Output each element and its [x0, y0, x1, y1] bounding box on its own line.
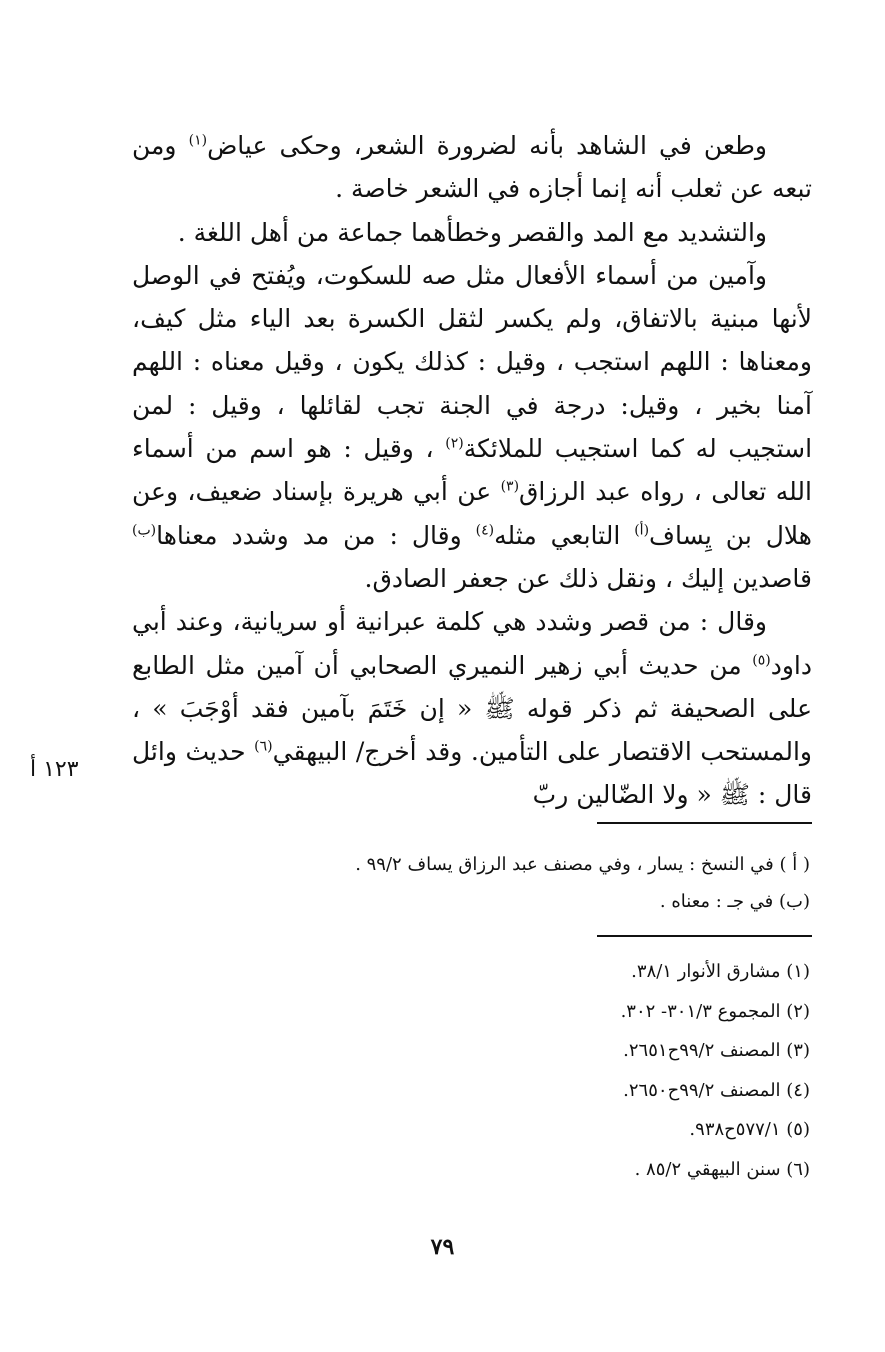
text-segment: وطعن في الشاهد بأنه لضرورة الشعر، وحكى عياض [207, 131, 767, 160]
variant-note: (ب) في جـ : معناه . [659, 891, 810, 912]
margin-folio-note: ١٢٣ أ [30, 757, 79, 782]
footnote: (٣) المصنف ٩٩/٢ح٢٦٥١. [623, 1040, 810, 1061]
text-segment: والتشديد مع المد والقصر وخطأهما جماعة من أهل اللغة . [177, 217, 767, 247]
footnote: (٤) المصنف ٩٩/٢ح٢٦٥٠. [623, 1079, 810, 1101]
text-segment: عن أبي هريرة بإسناد ضعيف، وعن هلال بن يِساف [132, 477, 812, 550]
footnotes [190, 952, 810, 1189]
text-segment: وقال : من مد وشدد معناها [156, 520, 476, 550]
footnote: (٥) ٥٧٧/١ح٩٣٨. [689, 1119, 810, 1140]
footnotes-separator [597, 935, 812, 937]
footnote-marker: (١) [188, 132, 208, 149]
footnote-marker: (أ) [634, 522, 650, 539]
footnote: (٦) سنن البيهقي ٨٥/٢ . [634, 1158, 810, 1180]
text-segment: قاصدين إليك ، ونقل ذلك عن جعفر الصادق. [364, 563, 812, 593]
footnote: (٢) المجموع ٣٠١/٣- ٣٠٢. [620, 1000, 810, 1022]
page-number: ٧٩ [430, 1234, 455, 1260]
footnote-marker: (٤) [475, 522, 495, 539]
text-segment: التابعي مثله [494, 520, 635, 550]
paragraph [132, 254, 812, 600]
footnote-marker: (٦) [254, 738, 273, 755]
footnote-marker: (٥) [752, 652, 771, 669]
footnote: (١) مشارق الأنوار ٣٨/١. [631, 961, 810, 982]
text-segment: ومن تبعه عن ثعلب أنه إنما أجازه في الشعر خاصة . [132, 131, 812, 204]
text-segment: وقال : من قصر وشدد هي كلمة عبرانية أو سريانية، وعند أبي داود [132, 607, 812, 680]
variant-notes [190, 846, 810, 920]
text-segment: ، وقيل : هو اسم من أسماء الله تعالى ، رواه عبد الرزاق [132, 434, 812, 507]
text-segment: من حديث أبي زهير النميري الصحابي أن آمين مثل الطابع على الصحيفة ثم ذكر قوله ﷺ « إن خَتَمَ بآمين فقد أوْجَبَ » ، والمستحب الاقتصار على التأمين. وقد أخرج/ البيهقي [132, 650, 812, 767]
main-text [132, 124, 812, 817]
text-segment: وآمين من أسماء الأفعال مثل صه للسكوت، ويُفتح في الوصل لأنها مبنية بالاتفاق، ولم يكسر لثقل الكسرة بعد الياء مثل كيف، ومعناها : اللهم استجب ، وقيل : كذلك يكون ، وقيل معناه : اللهم آمنا بخير ، وقيل: درجة في الجنة تجب لقائلها ، وقيل : لمن استجيب له كما استجيب للملائكة [132, 260, 813, 464]
text-segment: حديث وائل قال : ﷺ « ولا الضّالين ربّ [132, 737, 812, 810]
footnote-marker: (٢) [445, 435, 464, 452]
paragraph [132, 211, 812, 254]
paragraph [132, 600, 812, 816]
footnote-marker: (ب) [132, 522, 157, 539]
variant-note: ( أ ) في النسخ : يسار ، وفي مصنف عبد الرزاق يساف ٩٩/٢ . [355, 854, 810, 875]
variant-notes-separator [597, 822, 812, 824]
footnote-marker: (٣) [500, 479, 520, 496]
paragraph [132, 124, 812, 211]
